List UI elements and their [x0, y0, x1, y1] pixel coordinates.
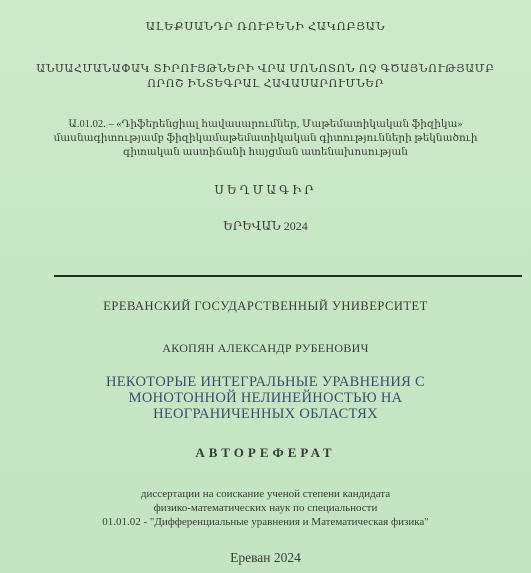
armenian-title-line-1: ԱՆՍԱՀՄԱՆԱՓԱԿ ՏԻՐՈՒՅԹՆԵՐԻ ՎՐԱ ՄՈՆՈՏՈՆ ՈՉ ԳԾԱՅՆՈՒԹՅԱՄԲ [36, 63, 495, 75]
russian-specialty-line-1: диссертации на соискание ученой степени кандидата [140, 488, 391, 500]
russian-title-line-1: НЕКОТОРЫЕ ИНТЕГРАЛЬНЫЕ УРАВНЕНИЯ С [106, 374, 425, 390]
russian-specialty [0, 487, 531, 529]
armenian-title-line-2: ՈՐՈՇ ԻՆՏԵԳՐԱԼ ՀԱՎԱՍԱՐՈՒՄՆԵՐ [147, 78, 384, 90]
armenian-specialty-line-3: գիտական աստիճանի հայցման ատենախոսության [123, 147, 408, 158]
armenian-abstract-heading: ՍԵՂՄԱԳԻՐ [214, 183, 317, 197]
armenian-author-name: ԱԼԵՔՍԱՆԴՐ ՌՈՒԲԵՆԻ ՀԱԿՈԲՅԱՆ [145, 21, 386, 33]
russian-university: ЕРЕВАНСКИЙ ГОСУДАРСТВЕННЫЙ УНИВЕРСИТЕТ [103, 299, 428, 313]
russian-title [0, 374, 531, 422]
russian-author-name: АКОПЯН АЛЕКСАНДР РУБЕНОВИЧ [162, 341, 369, 355]
russian-title-line-3: НЕОГРАНИЧЕННЫХ ОБЛАСТЯХ [153, 406, 378, 422]
russian-abstract-heading: АВТОРЕФЕРАТ [195, 445, 336, 460]
armenian-specialty-line-1: Ա.01.02. – «Դիֆերենցիալ հավասարումներ, Մաթեմատիկական ֆիզիկա» [68, 119, 463, 130]
russian-specialty-line-3: 01.01.02 - "Дифференциальные уравнения и Математическая физика" [102, 516, 429, 528]
russian-city-year: Ереван 2024 [230, 550, 301, 565]
russian-title-line-2: МОНОТОННОЙ НЕЛИНЕЙНОСТЬЮ НА [128, 390, 403, 406]
russian-specialty-line-2: физико-математических наук по специальности [153, 502, 378, 514]
armenian-title [0, 62, 531, 92]
armenian-specialty-line-2: մասնագիտությամբ ֆիզիկամաթեմատիկական գիտությունների թեկնածուի [53, 133, 478, 144]
section-divider [54, 275, 522, 277]
armenian-specialty [0, 118, 531, 160]
armenian-city-year: ԵՐԵՎԱՆ 2024 [223, 219, 308, 233]
